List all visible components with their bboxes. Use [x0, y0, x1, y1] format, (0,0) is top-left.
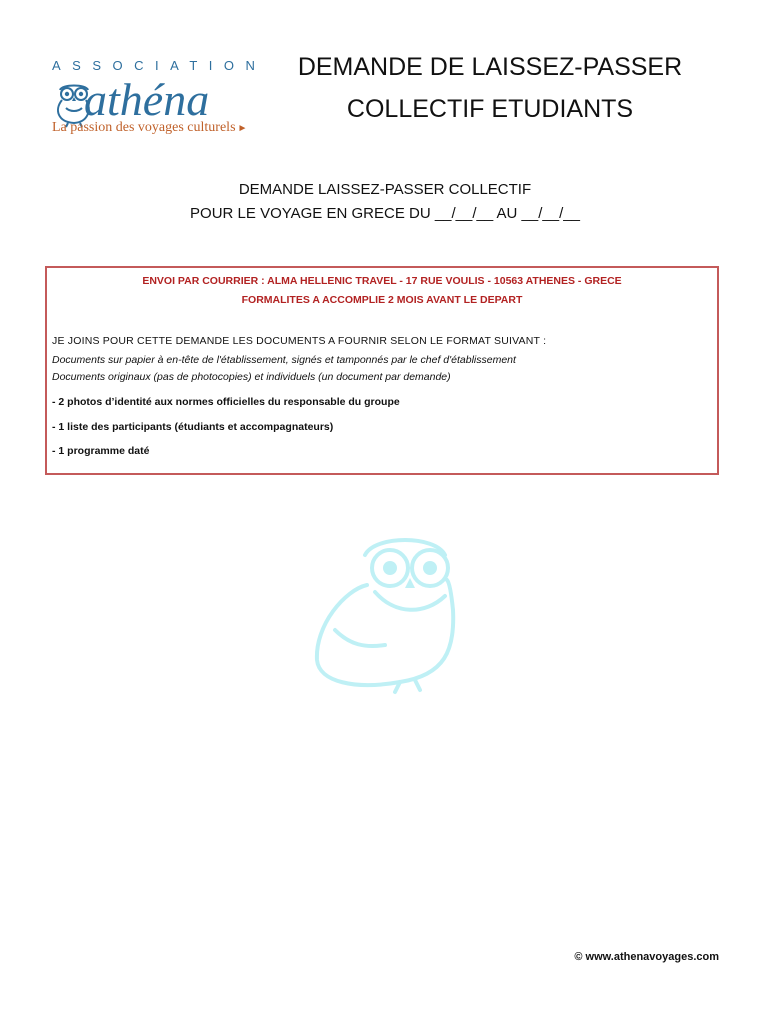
subtitle-line2: POUR LE VOYAGE EN GRECE DU __/__/__ AU __/__/__	[190, 205, 580, 222]
owl-watermark-icon	[305, 530, 475, 695]
shipping-address-line: ENVOI PAR COURRIER : ALMA HELLENIC TRAVEL - 17 RUE VOULIS - 10563 ATHENES - GRECE	[142, 275, 622, 287]
play-arrow-icon: ►	[237, 123, 248, 134]
deadline-line: FORMALITES A ACCOMPLIE 2 MOIS AVANT LE DEPART	[241, 294, 523, 306]
page-title-line1: DEMANDE DE LAISSEZ-PASSER	[297, 53, 683, 81]
footer-copyright: © www.athenavoyages.com	[574, 951, 719, 963]
page-title-line2: COLLECTIF ETUDIANTS	[346, 95, 634, 123]
instructions-box	[45, 266, 719, 475]
documents-note-originals: Documents originaux (pas de photocopies) et individuels (un document par demande)	[52, 371, 451, 383]
logo-tagline-text: La passion des voyages culturels	[52, 120, 236, 135]
logo-association-text: ASSOCIATION	[52, 58, 267, 73]
documents-intro: JE JOINS POUR CETTE DEMANDE LES DOCUMENTS A FOURNIR SELON LE FORMAT SUIVANT :	[52, 335, 547, 347]
documents-note-letterhead: Documents sur papier à en-tête de l'établissement, signés et tamponnés par le chef d'établissement	[52, 354, 516, 366]
association-athena-logo	[48, 56, 267, 146]
required-item: - 1 liste des participants (étudiants et accompagnateurs)	[52, 421, 334, 433]
logo-name: athéna	[84, 74, 210, 125]
required-item: - 2 photos d’identité aux normes officielles du responsable du groupe	[52, 396, 400, 408]
subtitle-line1: DEMANDE LAISSEZ-PASSER COLLECTIF	[238, 181, 532, 198]
logo-tagline	[52, 120, 247, 136]
required-item: - 1 programme daté	[52, 445, 150, 457]
